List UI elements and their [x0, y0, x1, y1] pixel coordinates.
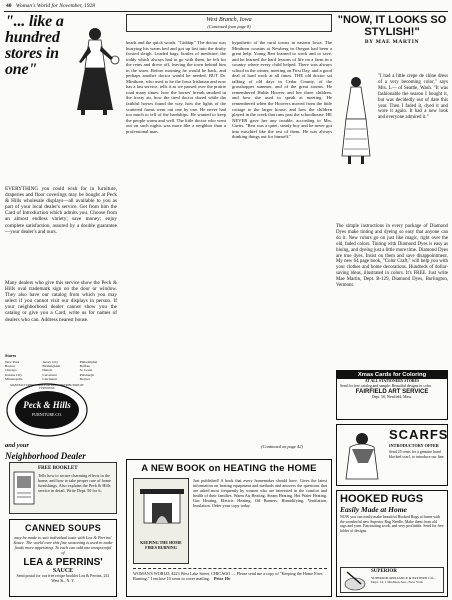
store-item: Cleveland — [42, 372, 57, 377]
story-header — [126, 14, 332, 32]
scarfs-intro: INTRODUCTORY OFFER — [389, 443, 439, 448]
store-item: Philadelphia — [79, 360, 98, 364]
heating-coupon — [133, 568, 327, 581]
ad-intro-text: EVERYTHING you could wish for in furniture, draperies and floor coverings may be bought at Peck & Hills wholesale displays—all available to you as part of your local dealer's service. Get from him the Card of Introduction which admits you. Choose from an almost endless variety; save money; enjoy complete satisfaction, assured by a double guarantee—your dealer's and ours. — [5, 186, 117, 235]
page-number: 40 — [6, 3, 12, 9]
store-item: Jersey City — [42, 360, 58, 364]
instructions-text: The simple instructions in every package of Diamond Dyes make tinting and dyeing so easy that anyone can do it. New colors go on just like magic, right over the old, faded colors. Tinting with Diamond Dyes is easy as bluing, and dyeing just a little more time. Diamond Dyes are true dyes. Insist on them and save disappointment. My new 64 page book, "Color Craft," will help you with your clothes and home decorations. Hundreds of dollar-saving ideas, illustrated in colors. It's FREE. Just write Mae Martin, Dept. B-129, Diamond Dyes, Burlington, Vermont. — [336, 224, 448, 289]
booklet-title: FREE BOOKLET — [38, 466, 78, 471]
lea-perrins-ad — [9, 519, 117, 597]
running-head — [6, 3, 95, 9]
dealer-line-1: and your — [5, 442, 30, 449]
scarfs-text: Send 25 cents for a genuine hand blocked scarf, to introduce our line. — [389, 450, 445, 459]
hooked-rugs-ad — [336, 490, 448, 597]
heating-book-ad — [126, 459, 332, 597]
store-item: Buffalo — [79, 364, 91, 369]
stores-list — [5, 360, 117, 381]
xmas-text: Send for free catalog and sample. Beautiful designs to color. — [340, 384, 432, 388]
ad-intro-continued: Many dealers who give this service show the Peck & Hills oval trademark sign on the door or window. They also have our catalog from which you may select if you cannot visit our displays in person. If your neighborhood dealer cannot show you the catalog or give you a Card, write us for names of dealers who can. Address nearest house. — [5, 280, 117, 323]
seal-ring-text: MANUFACTURERS WHOLESALERS & DISTRIBUTORS OF FURNITURE — [10, 384, 84, 390]
book-title: KEEPING THE HOME FIRES BURNING — [140, 540, 182, 550]
stylish-headline: "NOW, IT LOOKS SO STYLISH!" — [337, 14, 447, 38]
byline: BY MAE MARTIN — [364, 39, 420, 45]
xmas-cards-ad — [336, 370, 448, 420]
store-item: St. Louis — [79, 368, 93, 373]
store-item: Detroit — [42, 368, 53, 373]
stores-block — [5, 353, 117, 381]
scarfs-ad — [336, 424, 448, 486]
store-item: Denver — [79, 376, 90, 381]
dealer-line-2: Neighborhood Dealer — [5, 451, 86, 461]
top-rule — [4, 11, 448, 12]
xmas-title: Xmas Cards for Coloring — [337, 371, 447, 379]
heating-text: Just published! A book that every homemaker should have. Gives the latest information on heating equipment and methods and answers the questions that are asked most frequently by women who are interested in the comfort and health of their families. Warm Air Heating, Steam Heating, Hot Water Heating, Gas Heating, Electric Heating, Oil Burners, Humidifying, Ventilation, Insulation. Order your copy today. — [193, 478, 327, 508]
seal-emblem — [5, 382, 89, 438]
story-continuation: (Continued on page 42) — [261, 444, 303, 449]
stores-label: Stores — [5, 353, 17, 358]
peck-hills-seal — [5, 382, 89, 438]
story-column-1: heads and the quick words. "Giddap." The doctor was hurrying his warm bed and got up last into the drafty frosted sleigh. Loaded bags, bottles of medicine, the toddy which always had to go with them, he felt for the reins and drove off, leaving the town behind him in the snow. Before morning he would be back, and perhaps another doctor would be needed. BUT Dr. Minthorn, who used to be the Iowa Irishman and now has a last service, tells it as we passed over the prairie road many times: how the horses' breath smoked in the frosty air, how the tired doctor dozed while the faithful horses found the way, how the lights of the scattered farms went out one by one. He never had too much to tell of the hardships. He wanted to keep the people warm and well. The little doctor who went out on such nights was more like a neighbor than a professional man. — [126, 40, 226, 134]
story-title: West Branch, Iowa — [206, 17, 252, 23]
store-item: Boston — [5, 364, 15, 369]
peck-hills-ad — [5, 14, 121, 597]
running-title: Woman's World for November, 1928 — [15, 3, 96, 9]
store-item: Minneapolis — [5, 376, 23, 381]
book-cover — [133, 478, 189, 564]
rugs-sub: Easily Made at Home — [340, 505, 407, 514]
soup-title: CANNED SOUPS — [24, 523, 102, 533]
seal-sub: FURNITURE CO. — [31, 412, 62, 417]
store-item: New York — [5, 360, 20, 364]
booklet-text: Tells how to secure charming effects in the home, and how to take proper care of home furnishings. Also explains the Peck & Hills service in detail. Write Dept. 50 for it. — [38, 473, 111, 493]
fairfield-address: Dept. 50, Westfield, Mass. — [371, 395, 413, 399]
story-continued: (Continued from page 8) — [207, 24, 251, 29]
ad-headline: "... like a hundred stores in one" — [5, 13, 64, 78]
free-booklet-box — [9, 462, 117, 514]
rugs-brand: SUPERIOR — [371, 569, 397, 574]
rugs-address: SUPERIOR APPLIANCE & PATTERN CO., Dept. 14, 1 Madison Ave., New York — [371, 576, 435, 585]
store-item: Chicago — [5, 368, 17, 373]
ad-intro — [5, 186, 117, 235]
diamond-dyes-ad — [336, 14, 448, 597]
fairfield-name: FAIRFIELD ART SERVICE — [355, 389, 429, 395]
story-column-2: hypothetic of the rural towns in eastern Iowa. The Minthorn cousins at Newberg in Oregon had been a great help. Young Bert learned to work and to save, and he learned the hard lessons of life on a farm in a country where every child helped. There was always school in the winter, meeting on First Day, and a good deal of hard work at all times. THE old doctor sat talking of old days in Cedar County, of the grasshopper summer, and of the great storms. He remembered Hulda Hoover and her three children, and how she used to speak at meeting. He remembered when the Hoovers moved from the little cottage to the larger house, and how the children played in the creek that runs past the schoolhouse. HE NEVER gave her any trouble, according to Mrs. Curtis. "Bert was a quiet, steady boy and he never got into mischief like the rest of them. He was always thinking things out for himself." — [232, 40, 332, 140]
soup-brand: LEA & PERRINS' — [23, 557, 103, 568]
coupon-text: WOMAN'S WORLD, 4223 West Lake Street, CHICAGO — Please send me a copy of "Keeping the Home Fires Burning." I enclose 10 cents to cover mailing. — [133, 571, 323, 581]
soup-sauce: SAUCE — [52, 568, 74, 574]
store-item: Birmingham — [42, 364, 61, 369]
xmas-sub: AT ALL STATIONERY STORES — [364, 379, 420, 383]
scarf-woman-illustration — [340, 429, 386, 483]
store-item: Pittsburgh — [79, 372, 94, 377]
store-item: Kansas City — [5, 372, 23, 377]
dealer-heading — [5, 441, 117, 461]
testimonial-text: "I had a little crepe de chine dress of a very becoming color," says Mrs. L— of Seattle, Wash. "It was fashionable the season I bought it, but was decidedly out of date this year. Then I faded it, dyed it and wore it again. It had a new look and everyone admired it." — [378, 74, 448, 121]
rug-needle-icon — [343, 570, 367, 592]
coupon-price: Price 10c — [214, 576, 231, 581]
scarfs-title: SCARFS — [389, 427, 449, 442]
rugs-title: HOOKED RUGS — [340, 493, 424, 505]
rugs-text: NOW you can easily make beautiful Hooked Rugs at home with the wonderful new Superior Rug Needle. Make them from old rags and yarn. Fascinating work, and very profitable. Send for free folder of designs. — [340, 515, 444, 533]
fireplace-icon — [134, 479, 190, 535]
booklet-icon — [13, 471, 35, 505]
seal-brand: Peck & Hills — [23, 400, 71, 410]
soup-text: may be made to suit individual taste with Lea & Perrins' Sauce. The world over this fine seasoning is used to make foods more appetizing. To each can add one teaspoonful of — [13, 535, 113, 555]
heating-title: A NEW BOOK on HEATING the HOME — [141, 463, 317, 474]
rugs-coupon — [340, 567, 444, 593]
story-section — [126, 14, 332, 454]
store-item: Cincinnati — [42, 376, 57, 381]
woman-dress-illustration — [336, 74, 376, 166]
fashion-woman-illustration — [65, 24, 121, 116]
soup-footnote: Send postal for our free recipe booklet Lea & Perrins, 241 West St., N. Y. — [16, 573, 110, 583]
